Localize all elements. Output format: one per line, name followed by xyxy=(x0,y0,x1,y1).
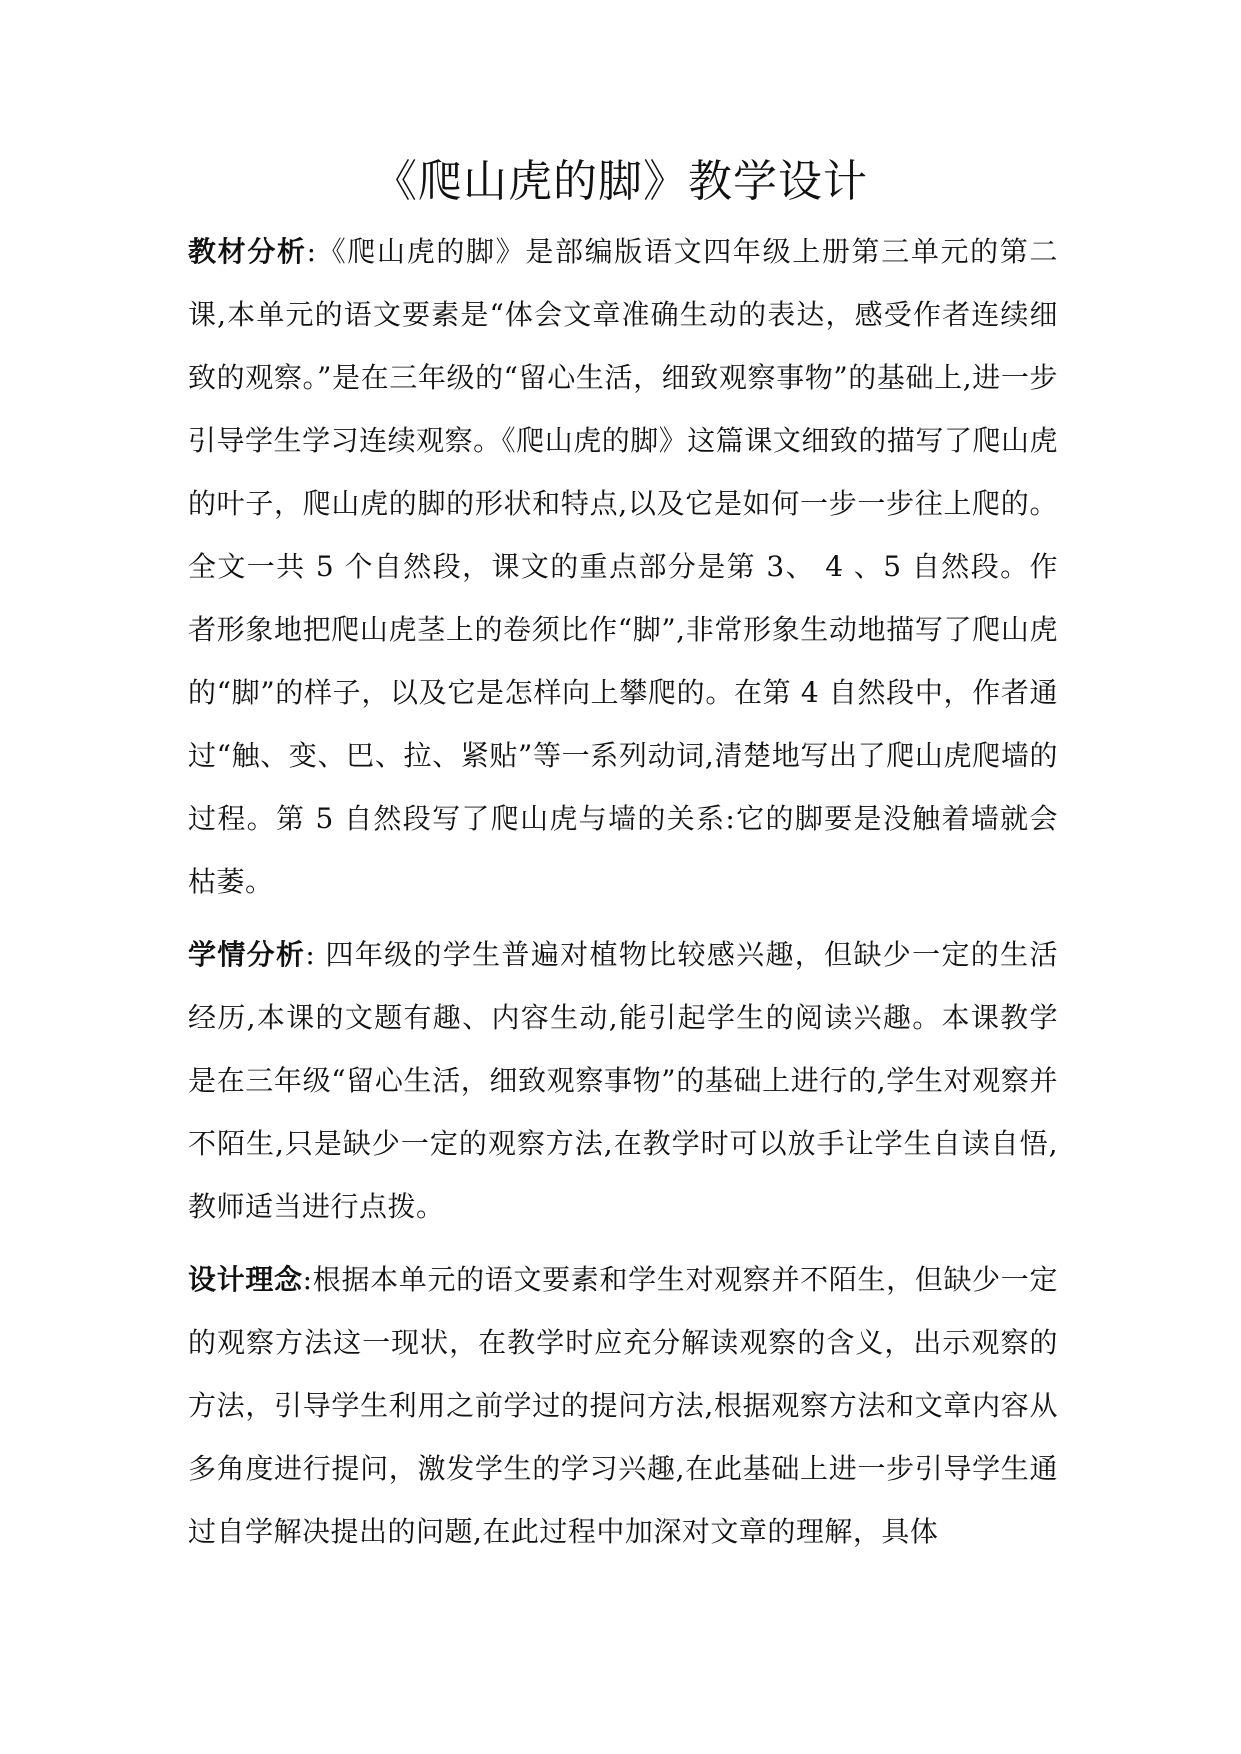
section-student-analysis xyxy=(188,923,1058,1238)
section-textbook-analysis xyxy=(188,220,1058,913)
section-text: 《爬山虎的脚》是部编版语文四年级上册第三单元的第二课,本单元的语文要素是“体会文章准确生动的表达，感受作者连续细致的观察。”是在三年级的“留心生活，细致观察事物”的基础上,进一步引导学生学习连续观察。《爬山虎的脚》这篇课文细致的描写了爬山虎的叶子，爬山虎的脚的形状和特点,以及它是如何一步一步往上爬的。全文一共 5 个自然段，课文的重点部分是第 3、 4 、5 自然段。作者形象地把爬山虎茎上的卷须比作“脚”,非常形象生动地描写了爬山虎的“脚”的样子，以及它是怎样向上攀爬的。在第 4 自然段中，作者通过“触、变、巴、拉、紧贴”等一系列动词,清楚地写出了爬山虎爬墙的过程。第 5 自然段写了爬山虎与墙的关系:它的脚要是没触着墙就会枯萎。 xyxy=(188,235,1058,898)
section-separator: : xyxy=(305,938,326,971)
section-text: 根据本单元的语文要素和学生对观察并不陌生，但缺少一定的观察方法这一现状，在教学时应充分解读观察的含义，出示观察的方法，引导学生利用之前学过的提问方法,根据观察方法和文章内容从多角度进行提问，激发学生的学习兴趣,在此基础上进一步引导学生通过自学解决提出的问题,在此过程中加深对文章的理解，具体 xyxy=(188,1263,1058,1548)
section-separator: : xyxy=(306,235,317,268)
document-body xyxy=(188,220,1058,1573)
document-title: 《爬山虎的脚》教学设计 xyxy=(373,156,868,207)
section-heading: 设计理念 xyxy=(188,1263,303,1296)
section-separator: : xyxy=(302,1263,313,1296)
section-design-concept xyxy=(188,1248,1058,1563)
section-heading: 学情分析 xyxy=(188,938,306,971)
section-text: 四年级的学生普遍对植物比较感兴趣，但缺少一定的生活经历,本课的文题有趣、内容生动,能引起学生的阅读兴趣。本课教学是在三年级“留心生活，细致观察事物”的基础上进行的,学生对观察并不陌生,只是缺少一定的观察方法,在教学时可以放手让学生自读自悟,教师适当进行点拨。 xyxy=(188,938,1058,1223)
section-heading: 教材分析 xyxy=(188,235,307,268)
